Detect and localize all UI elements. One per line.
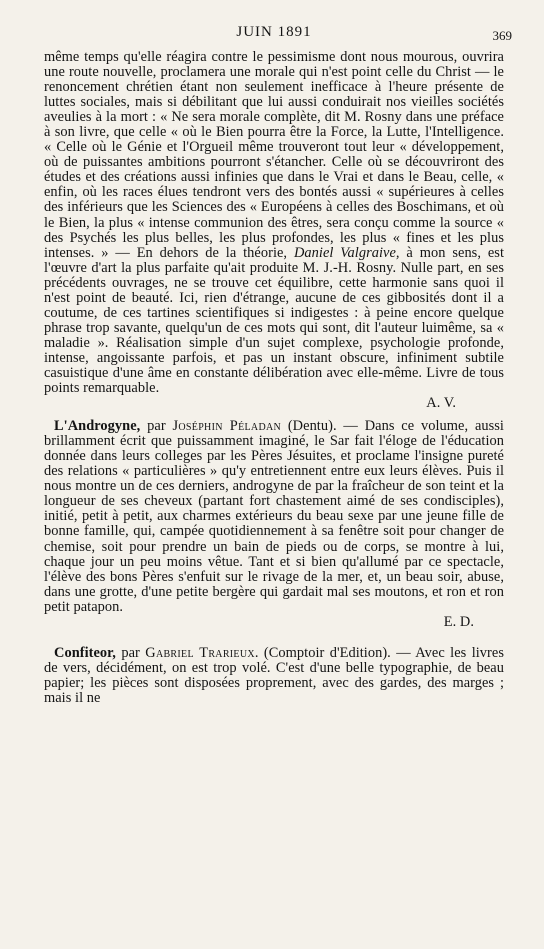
- signature-av: A. V.: [426, 395, 456, 412]
- page-number: 369: [492, 28, 512, 43]
- review-confiteor-text: Avec les livres de vers, décidément, on est trop volé. C'est d'une belle typographie, de beau papier; les pièces sont disposées proprement, avec des gardes, des marges ; mais il ne: [44, 644, 504, 706]
- signature-ed: E. D.: [443, 613, 474, 630]
- author-peladan: Joséphin Péladan: [172, 418, 282, 435]
- review-androgyne: [44, 419, 504, 615]
- par-word: par: [140, 418, 173, 435]
- book-title-daniel-valgraive: Daniel Valgraive,: [293, 244, 400, 261]
- par-word-2: par: [115, 644, 146, 661]
- review-androgyne-text: Dans ce volume, aussi brillamment écrit que puissamment imaginé, le Sar fait l'éloge de l'éducation donnée dans leurs colleges par les Pères Jésuites, et proclame l'insigne pureté des relations « particulières » qu'y entretiennent entre eux leurs élèves. Puis il nous montre un de ces derniers, androgyne de par la fraîcheur de son teint et la longueur de ses cheveux (partant fort chastement aimé de ses condisciples), initié, petit à petit, aux charmes extérieurs du beau sexe par une jeune fille de bonne famille, qui, campée quotidiennement à sa fenêtre soit pour changer de chemise, soit pour prendre un bain de pieds ou de corps, se montre à lui, chaque jour un peu moins vêtue. Tant et si bien qu'allumé par ce spectacle, l'élève des bons Pères s'enfuit sur le rivage de la mer, et, un beau soir, abuse, dans une grotte, d'une petite bergère qui gardait mal ses moutons, et ron et ron petit patapon.: [44, 418, 504, 615]
- running-head: JUIN 1891: [236, 24, 312, 40]
- review-confiteor: [44, 646, 504, 706]
- review-valgraive-rest: à mon sens, est l'œuvre d'art la plus parfaite qu'ait produite M. J.-H. Rosny. Nulle part, en ses précédents ouvrages, ne se trouve cet équilibre, cette harmonie sans quoi il n'est point de beauté. Ici, rien d'étrange, aucune de ces gibbosités dont il a coutume, de ces tartines scientifiques si indigestes : à peine encore quelque phrase trop savante, quelqu'un de ces mots qui sont, dit l'auteur luimême, sa « maladie ». Réalisation simple d'un sujet complexe, psychologie profonde, intense, angoissante parfois, et pas un instant obscure, infiniment subtile casuistique d'une âme en constante délibération avec elle-même. Livre de tous points remarquable.: [44, 244, 504, 397]
- publisher-comptoir: . (Comptoir d'Edition). —: [254, 644, 416, 661]
- author-trarieux: Gabriel Trarieux: [145, 644, 255, 661]
- book-title-androgyne: L'Androgyne,: [54, 418, 141, 435]
- page-body: [44, 50, 504, 706]
- review-valgraive-lead: même temps qu'elle réagira contre le pessimisme dont nous mourous, ouvrira une route nouvelle, proclamera une morale qui n'est point celle du Christ — le renoncement chrétien étant non seulement inefficace à l'heure présente de luttes sociales, mais si débilitant que lui aussi conduirait nos vieilles sociétés aveulies à la mort : « Ne sera morale complète, dit M. Rosny dans une préface à son livre, que celle « où le Bien pourra être la Force, la Lutte, l'Intelligence. « Celle où le Génie et l'Orgueil même trouveront tout leur « développement, où de puissantes ambitions pourront s'étancher. Celle où se découvriront des études et des créations aussi infinies que dans le Vrai et dans le Beau, celle, « enfin, où les races élues tendront vers des bontés aussi « supérieures à celles des inférieurs que les Sciences des « Européens à celles des Boschimans, et où le Bien, la plus « intense communion des êtres, sera conçu comme la source « des Psychés les plus belles, les plus profondes, les plus « fines et les plus intenses. » — En dehors de la théorie,: [44, 49, 504, 261]
- book-title-confiteor: Confiteor,: [54, 644, 116, 661]
- page-header: [44, 18, 512, 50]
- review-valgraive-text: [44, 50, 504, 396]
- publisher-dentu: (Dentu). —: [281, 418, 365, 435]
